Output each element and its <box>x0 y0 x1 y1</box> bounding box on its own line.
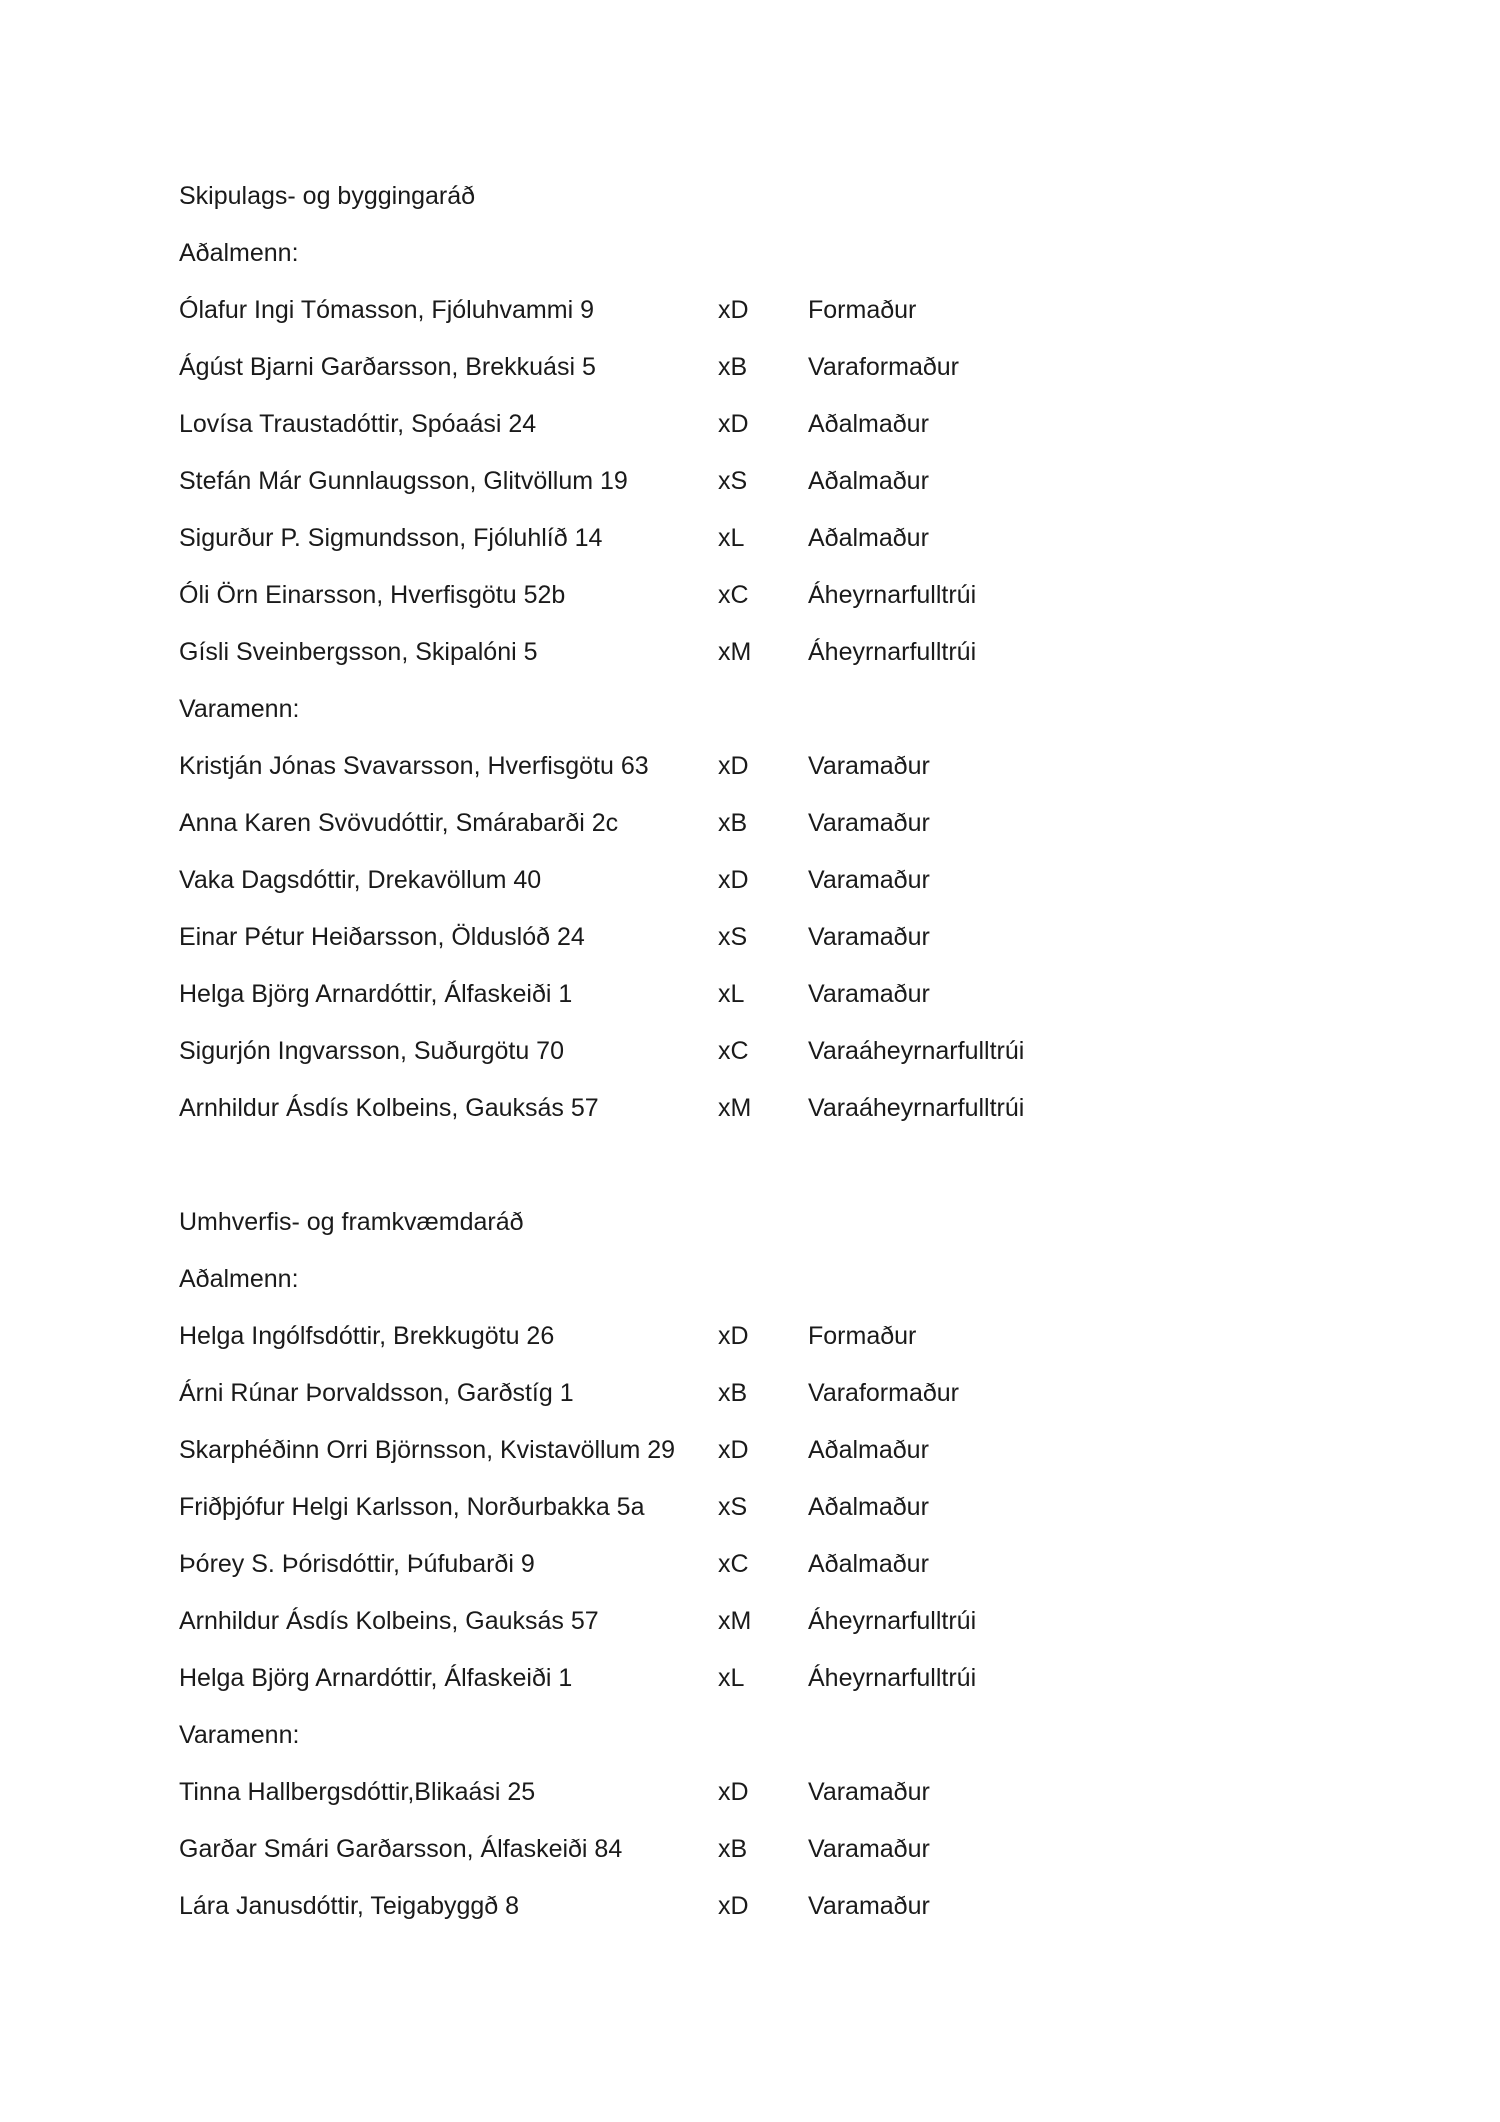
member-party: xD <box>718 410 749 438</box>
member-role: Varamaður <box>808 1778 930 1806</box>
member-row <box>179 1821 1279 1878</box>
member-name: Sigurður P. Sigmundsson, Fjóluhlíð 14 <box>179 524 603 552</box>
member-name: Ágúst Bjarni Garðarsson, Brekkuási 5 <box>179 353 596 381</box>
member-name: Lára Janusdóttir, Teigabyggð 8 <box>179 1892 520 1920</box>
member-row <box>179 1479 1279 1536</box>
member-role: Varamaður <box>808 1835 930 1863</box>
member-role: Áheyrnarfulltrúi <box>808 581 977 609</box>
member-row <box>179 1878 1279 1935</box>
member-row <box>179 1365 1279 1422</box>
member-row <box>179 282 1279 339</box>
member-row <box>179 1080 1279 1137</box>
member-name: Lovísa Traustadóttir, Spóaási 24 <box>179 410 537 438</box>
member-role: Formaður <box>808 1322 917 1350</box>
group-heading: Varamenn: <box>179 695 300 723</box>
member-role: Aðalmaður <box>808 1493 929 1521</box>
member-name: Helga Ingólfsdóttir, Brekkugötu 26 <box>179 1322 555 1350</box>
member-party: xL <box>718 980 745 1008</box>
member-role: Varamaður <box>808 809 930 837</box>
member-row <box>179 339 1279 396</box>
member-name: Ólafur Ingi Tómasson, Fjóluhvammi 9 <box>179 296 594 324</box>
member-role: Varaáheyrnarfulltrúi <box>808 1037 1025 1065</box>
member-name: Sigurjón Ingvarsson, Suðurgötu 70 <box>179 1037 564 1065</box>
member-row <box>179 567 1279 624</box>
member-row <box>179 852 1279 909</box>
member-role: Aðalmaður <box>808 467 929 495</box>
section-title: Skipulags- og byggingaráð <box>179 182 476 210</box>
member-name: Tinna Hallbergsdóttir,Blikaási 25 <box>179 1778 536 1806</box>
member-role: Varamaður <box>808 923 930 951</box>
member-row <box>179 396 1279 453</box>
member-name: Anna Karen Svövudóttir, Smárabarði 2c <box>179 809 619 837</box>
member-party: xB <box>718 1835 748 1863</box>
member-role: Aðalmaður <box>808 1436 929 1464</box>
member-row <box>179 1422 1279 1479</box>
member-party: xL <box>718 1664 745 1692</box>
member-role: Varamaður <box>808 866 930 894</box>
member-row <box>179 510 1279 567</box>
member-party: xC <box>718 581 749 609</box>
member-party: xS <box>718 1493 748 1521</box>
member-row <box>179 1593 1279 1650</box>
member-row <box>179 1308 1279 1365</box>
member-party: xD <box>718 1778 749 1806</box>
member-party: xC <box>718 1550 749 1578</box>
member-party: xM <box>718 638 752 666</box>
member-party: xD <box>718 752 749 780</box>
member-name: Þórey S. Þórisdóttir, Þúfubarði 9 <box>179 1550 535 1578</box>
member-row <box>179 1023 1279 1080</box>
member-party: xD <box>718 1322 749 1350</box>
member-name: Arnhildur Ásdís Kolbeins, Gauksás 57 <box>179 1607 599 1635</box>
member-name: Friðþjófur Helgi Karlsson, Norðurbakka 5a <box>179 1493 645 1521</box>
member-name: Einar Pétur Heiðarsson, Ölduslóð 24 <box>179 923 585 951</box>
member-party: xB <box>718 1379 748 1407</box>
member-name: Óli Örn Einarsson, Hverfisgötu 52b <box>179 581 566 609</box>
member-role: Varaformaður <box>808 1379 959 1407</box>
member-name: Garðar Smári Garðarsson, Álfaskeiði 84 <box>179 1835 623 1863</box>
member-name: Gísli Sveinbergsson, Skipalóni 5 <box>179 638 538 666</box>
member-row <box>179 624 1279 681</box>
member-role: Aðalmaður <box>808 524 929 552</box>
member-role: Varamaður <box>808 980 930 1008</box>
member-party: xS <box>718 923 748 951</box>
member-row <box>179 453 1279 510</box>
member-party: xD <box>718 1892 749 1920</box>
member-role: Aðalmaður <box>808 410 929 438</box>
member-party: xB <box>718 353 748 381</box>
group-heading: Aðalmenn: <box>179 1265 299 1293</box>
member-name: Árni Rúnar Þorvaldsson, Garðstíg 1 <box>179 1379 574 1407</box>
group-heading: Varamenn: <box>179 1721 300 1749</box>
member-role: Varamaður <box>808 1892 930 1920</box>
member-role: Varaáheyrnarfulltrúi <box>808 1094 1025 1122</box>
member-row <box>179 1650 1279 1707</box>
member-party: xM <box>718 1607 752 1635</box>
member-role: Áheyrnarfulltrúi <box>808 1664 977 1692</box>
member-role: Formaður <box>808 296 917 324</box>
member-role: Áheyrnarfulltrúi <box>808 638 977 666</box>
member-party: xB <box>718 809 748 837</box>
member-party: xD <box>718 866 749 894</box>
member-party: xS <box>718 467 748 495</box>
member-party: xD <box>718 296 749 324</box>
member-party: xL <box>718 524 745 552</box>
member-name: Stefán Már Gunnlaugsson, Glitvöllum 19 <box>179 467 628 495</box>
member-name: Skarphéðinn Orri Björnsson, Kvistavöllum 29 <box>179 1436 676 1464</box>
member-row <box>179 1536 1279 1593</box>
member-name: Helga Björg Arnardóttir, Álfaskeiði 1 <box>179 980 573 1008</box>
group-heading: Aðalmenn: <box>179 239 299 267</box>
member-role: Áheyrnarfulltrúi <box>808 1607 977 1635</box>
member-row <box>179 738 1279 795</box>
section-title: Umhverfis- og framkvæmdaráð <box>179 1208 524 1236</box>
member-name: Vaka Dagsdóttir, Drekavöllum 40 <box>179 866 542 894</box>
member-name: Kristján Jónas Svavarsson, Hverfisgötu 63 <box>179 752 649 780</box>
member-role: Varamaður <box>808 752 930 780</box>
member-row <box>179 795 1279 852</box>
member-party: xD <box>718 1436 749 1464</box>
member-row <box>179 909 1279 966</box>
member-role: Varaformaður <box>808 353 959 381</box>
member-party: xM <box>718 1094 752 1122</box>
member-name: Arnhildur Ásdís Kolbeins, Gauksás 57 <box>179 1094 599 1122</box>
member-row <box>179 1764 1279 1821</box>
member-party: xC <box>718 1037 749 1065</box>
member-name: Helga Björg Arnardóttir, Álfaskeiði 1 <box>179 1664 573 1692</box>
member-role: Aðalmaður <box>808 1550 929 1578</box>
member-row <box>179 966 1279 1023</box>
